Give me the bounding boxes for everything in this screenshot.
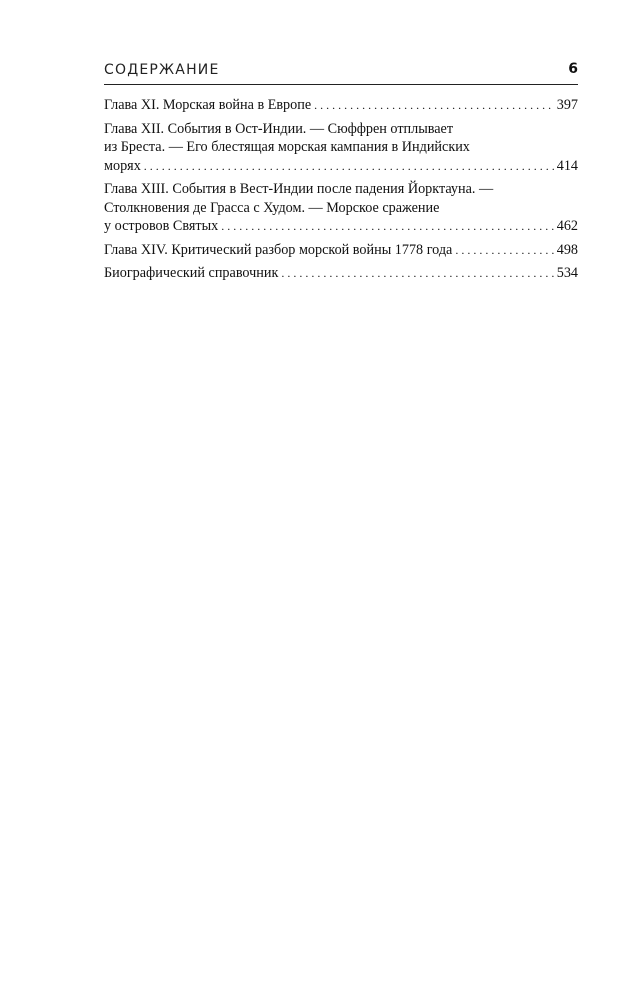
toc-entry-page: 534 <box>556 265 578 281</box>
toc-entry-biographical-index <box>104 264 578 283</box>
toc-entry-final-line <box>104 217 578 236</box>
toc-entry-title: Биографический справочник <box>104 265 279 281</box>
toc-entry-title: Глава XIV. Критический разбор морской войны 1778 года <box>104 241 453 258</box>
toc-entry-final-line <box>104 157 578 176</box>
toc-entry-title-line: Столкновения де Грасса с Худом. — Морское сражение <box>104 199 440 216</box>
toc-entry-page: 498 <box>556 241 578 258</box>
toc-entry-title-line: Глава XIII. События в Вест-Индии после падения Йорктауна. — <box>104 181 494 197</box>
toc-entry-title: морях <box>104 157 141 174</box>
toc-entry-page: 414 <box>556 157 578 174</box>
dot-leader <box>314 96 554 115</box>
toc-entry-chapter-13 <box>104 180 578 236</box>
toc-entry-final-line <box>104 96 578 115</box>
toc-entry-chapter-11 <box>104 96 578 115</box>
dot-leader <box>221 217 554 236</box>
toc-entry-page: 397 <box>556 97 578 113</box>
toc-entry-title-line: Глава XII. События в Ост-Индии. — Сюффрен отплывает <box>104 120 454 137</box>
toc-entry-chapter-14 <box>104 241 578 260</box>
page-number: 6 <box>568 61 578 77</box>
toc-entry-title: Глава XI. Морская война в Европе <box>104 97 312 113</box>
running-header <box>104 62 578 85</box>
dot-leader <box>281 264 553 283</box>
toc-entry-final-line <box>104 264 578 283</box>
dot-leader <box>144 157 554 176</box>
toc-entry-title-line: из Бреста. — Его блестящая морская кампания в Индийских <box>104 139 470 155</box>
toc-entry-page: 462 <box>556 218 578 234</box>
toc-entry-chapter-12 <box>104 120 578 176</box>
toc-entry-title: у островов Святых <box>104 218 219 234</box>
table-of-contents <box>104 96 578 288</box>
section-title: СОДЕРЖАНИЕ <box>104 62 220 78</box>
toc-entry-final-line <box>104 241 578 260</box>
dot-leader <box>455 241 553 260</box>
